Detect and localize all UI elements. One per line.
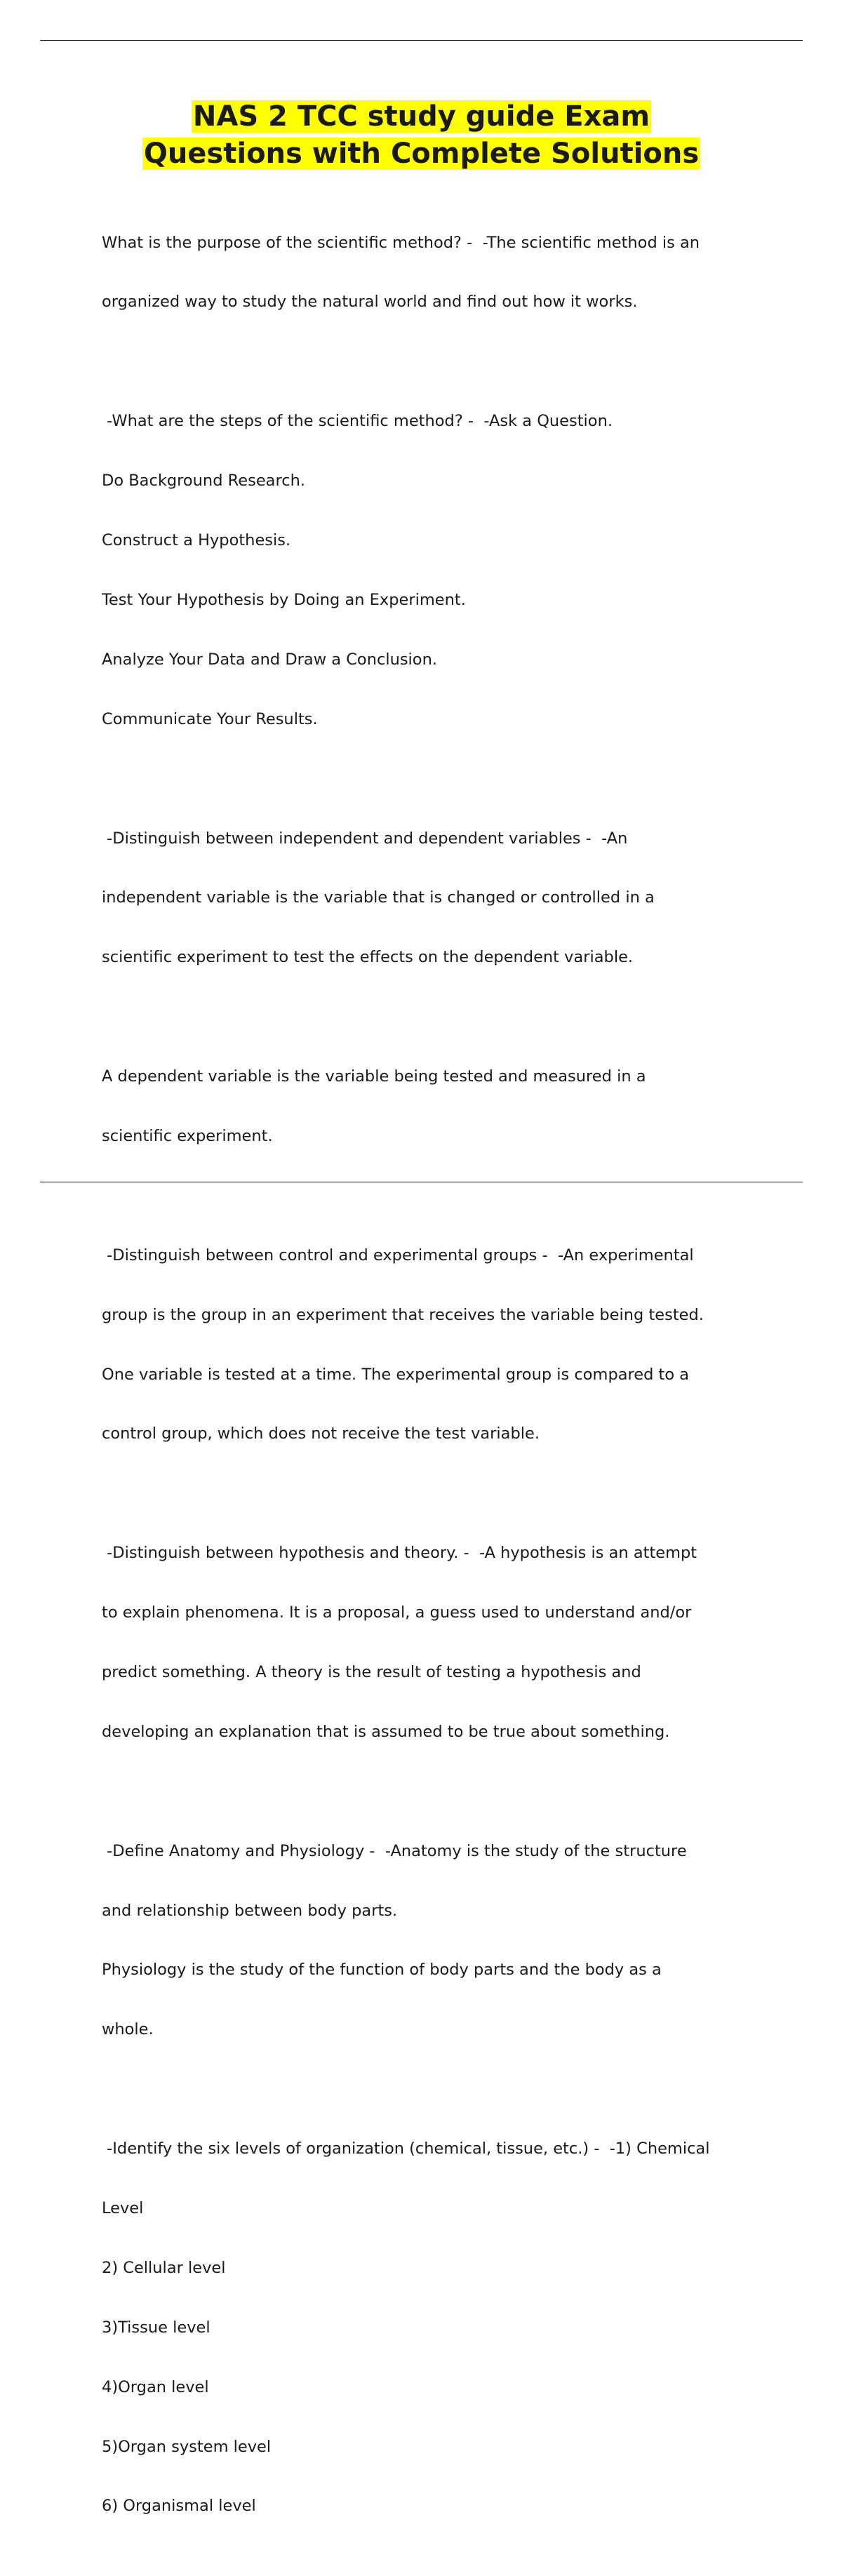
text-line: -Distinguish between hypothesis and theory. - -A hypothesis is an attempt bbox=[102, 1544, 697, 1563]
document-body bbox=[102, 193, 761, 2576]
text-line: predict something. A theory is the result of testing a hypothesis and bbox=[102, 1662, 641, 1681]
text-line: Do Background Research. bbox=[102, 472, 305, 490]
text-line: 5)Organ system level bbox=[102, 2437, 272, 2456]
text-line: to explain phenomena. It is a proposal, a guess used to understand and/or bbox=[102, 1603, 692, 1622]
text-line: What is the purpose of the scientific method? - -The scientific method is an bbox=[102, 233, 700, 252]
text-line: Level bbox=[102, 2198, 144, 2217]
document-title bbox=[40, 98, 803, 173]
text-line: scientific experiment. bbox=[102, 1126, 273, 1145]
text-line: -Identify the six levels of organization (chemical, tissue, etc.) - -1) Chemical bbox=[102, 2140, 710, 2158]
qa-entry-scientific-method-steps bbox=[102, 372, 761, 769]
text-line: and relationship between body parts. bbox=[102, 1901, 398, 1920]
text-line: -What are the steps of the scientific method? - -Ask a Question. bbox=[102, 412, 613, 431]
qa-entry-control-experimental-groups bbox=[102, 1206, 761, 1483]
text-line: control group, which does not receive the test variable. bbox=[102, 1424, 540, 1443]
text-line: 3)Tissue level bbox=[102, 2318, 210, 2337]
text-line: A dependent variable is the variable being tested and measured in a bbox=[102, 1067, 646, 1086]
top-rule bbox=[40, 40, 803, 41]
qa-entry-dependent-variable bbox=[102, 1027, 761, 1185]
text-line: organized way to study the natural world and find out how it works. bbox=[102, 293, 638, 312]
qa-entry-anatomy-physiology bbox=[102, 1801, 761, 2079]
text-line: -Define Anatomy and Physiology - -Anatomy is the study of the structure bbox=[102, 1841, 687, 1860]
text-line: Physiology is the study of the function of body parts and the body as a bbox=[102, 1961, 662, 1980]
title-line bbox=[40, 135, 803, 173]
text-line: Test Your Hypothesis by Doing an Experiment. bbox=[102, 590, 466, 609]
text-line: -Distinguish between independent and dependent variables - -An bbox=[102, 829, 628, 848]
text-line: whole. bbox=[102, 2020, 154, 2039]
text-line: 4)Organ level bbox=[102, 2377, 209, 2396]
text-line: 2) Cellular level bbox=[102, 2258, 226, 2277]
text-line: Analyze Your Data and Draw a Conclusion. bbox=[102, 650, 437, 669]
text-line: One variable is tested at a time. The experimental group is compared to a bbox=[102, 1365, 690, 1384]
text-line: 6) Organismal level bbox=[102, 2497, 256, 2516]
qa-entry-scientific-method-purpose bbox=[102, 193, 761, 352]
title-line-1: NAS 2 TCC study guide Exam bbox=[192, 100, 650, 133]
text-line: group is the group in an experiment that receives the variable being tested. bbox=[102, 1305, 704, 1324]
text-line: -Distinguish between control and experimental groups - -An experimental bbox=[102, 1246, 694, 1264]
text-line: developing an explanation that is assumed to be true about something. bbox=[102, 1722, 670, 1741]
qa-entry-hypothesis-theory bbox=[102, 1504, 761, 1782]
qa-entry-levels-of-organization bbox=[102, 2100, 761, 2556]
text-line: Construct a Hypothesis. bbox=[102, 531, 291, 550]
title-line-2: Questions with Complete Solutions bbox=[143, 138, 700, 170]
text-line: Communicate Your Results. bbox=[102, 709, 318, 728]
qa-entry-independent-dependent-variables bbox=[102, 789, 761, 1007]
text-line: scientific experiment to test the effects on the dependent variable. bbox=[102, 948, 634, 967]
text-line: independent variable is the variable that is changed or controlled in a bbox=[102, 888, 655, 907]
title-line bbox=[40, 98, 803, 135]
